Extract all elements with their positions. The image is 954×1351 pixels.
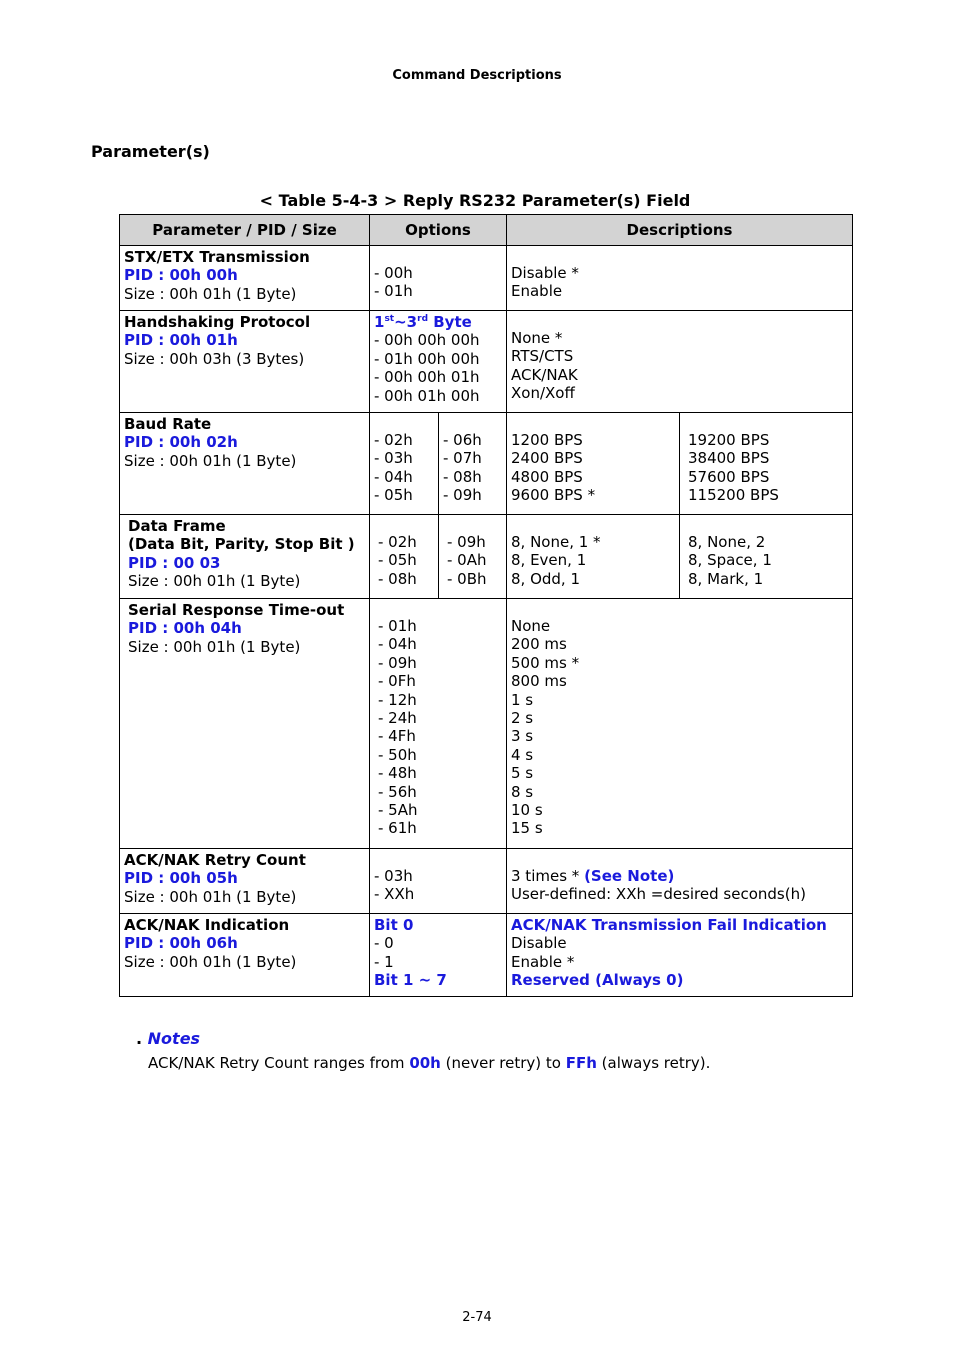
- table-row: [120, 311, 853, 413]
- desc-cell: None * RTS/CTS ACK/NAK Xon/Xoff: [507, 311, 853, 413]
- options-cell: 1st~3rd Byte - 00h 00h 00h - 01h 00h 00h - 00h 00h 01h - 00h 01h 00h: [370, 311, 507, 413]
- table-row: [120, 849, 853, 914]
- param-cell: Data Frame (Data Bit, Parity, Stop Bit ) PID : 00 03 Size : 00h 01h (1 Byte): [120, 515, 370, 599]
- desc-cell: 8, None, 2 8, Space, 1 8, Mark, 1: [680, 515, 853, 599]
- options-cell: - 01h - 04h - 09h - 0Fh - 12h - 24h - 4Fh - 50h - 48h - 56h - 5Ah - 61h: [370, 599, 507, 849]
- param-cell: Baud Rate PID : 00h 02h Size : 00h 01h (1 Byte): [120, 413, 370, 515]
- col-header-descriptions: Descriptions: [507, 215, 853, 246]
- col-header-options: Options: [370, 215, 507, 246]
- running-header: Command Descriptions: [392, 68, 562, 83]
- see-note-link: (See Note): [584, 867, 675, 885]
- param-cell: Serial Response Time-out PID : 00h 04h Size : 00h 01h (1 Byte): [120, 599, 370, 849]
- param-cell: Handshaking Protocol PID : 00h 01h Size : 00h 03h (3 Bytes): [120, 311, 370, 413]
- table-caption: < Table 5-4-3 > Reply RS232 Parameter(s) Field: [259, 191, 691, 210]
- desc-cell: None 200 ms 500 ms * 800 ms 1 s 2 s 3 s 4 s 5 s 8 s 10 s 15 s: [507, 599, 853, 849]
- table-row: [120, 413, 853, 515]
- options-cell: - 02h - 03h - 04h - 05h: [370, 413, 439, 515]
- section-title: Parameter(s): [91, 142, 210, 161]
- table-row: [120, 914, 853, 997]
- notes-title: . Notes: [136, 1029, 201, 1048]
- options-cell: Bit 0 - 0 - 1 Bit 1 ~ 7: [370, 914, 507, 997]
- options-cell: - 09h - 0Ah - 0Bh: [439, 515, 507, 599]
- desc-cell: 8, None, 1 * 8, Even, 1 8, Odd, 1: [507, 515, 680, 599]
- desc-cell: 3 times * (See Note) User-defined: XXh =desired seconds(h): [507, 849, 853, 914]
- options-cell: - 03h - XXh: [370, 849, 507, 914]
- desc-cell: 1200 BPS 2400 BPS 4800 BPS 9600 BPS *: [507, 413, 680, 515]
- table-header-row: [120, 215, 853, 246]
- options-cell: - 06h - 07h - 08h - 09h: [439, 413, 507, 515]
- table-row: [120, 515, 853, 599]
- desc-cell: 19200 BPS 38400 BPS 57600 BPS 115200 BPS: [680, 413, 853, 515]
- parameter-table: [119, 214, 853, 997]
- options-cell: - 02h - 05h - 08h: [370, 515, 439, 599]
- col-header-parameter: Parameter / PID / Size: [120, 215, 370, 246]
- param-cell: ACK/NAK Indication PID : 00h 06h Size : 00h 01h (1 Byte): [120, 914, 370, 997]
- table-row: [120, 599, 853, 849]
- desc-cell: Disable * Enable: [507, 246, 853, 311]
- param-cell: STX/ETX Transmission PID : 00h 00h Size : 00h 01h (1 Byte): [120, 246, 370, 311]
- desc-cell: ACK/NAK Transmission Fail Indication Disable Enable * Reserved (Always 0): [507, 914, 853, 997]
- table-row: [120, 246, 853, 311]
- page-number: 2-74: [462, 1310, 492, 1325]
- param-cell: ACK/NAK Retry Count PID : 00h 05h Size : 00h 01h (1 Byte): [120, 849, 370, 914]
- options-cell: - 00h - 01h: [370, 246, 507, 311]
- notes-text: ACK/NAK Retry Count ranges from 00h (never retry) to FFh (always retry).: [148, 1054, 711, 1072]
